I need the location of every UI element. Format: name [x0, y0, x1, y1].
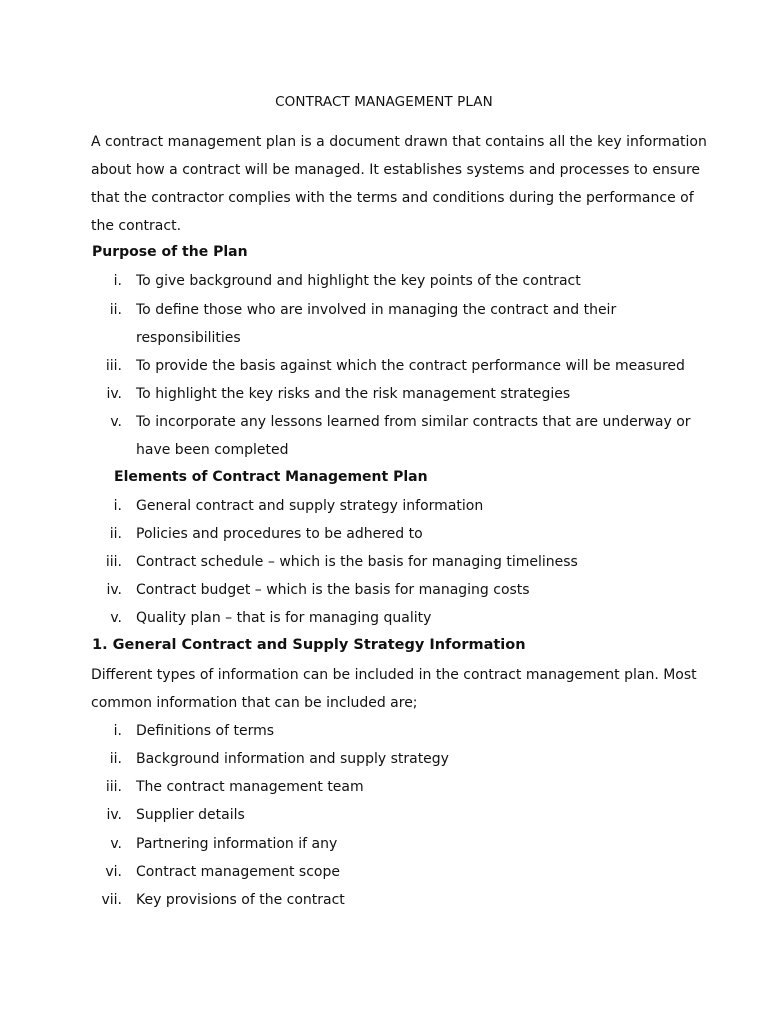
list-text-continuation: have been completed: [136, 442, 289, 458]
list-number: vii.: [101, 892, 122, 908]
list-number: v.: [110, 836, 122, 852]
list-text: Contract budget – which is the basis for managing costs: [136, 582, 530, 598]
list-text: General contract and supply strategy information: [136, 498, 484, 514]
list-text: Supplier details: [136, 807, 245, 823]
elements-heading: Elements of Contract Management Plan: [114, 469, 428, 485]
list-number: iv.: [106, 582, 122, 598]
list-number: i.: [113, 723, 122, 739]
list-text: Contract schedule – which is the basis for managing timeliness: [136, 554, 578, 570]
list-number: v.: [110, 610, 122, 626]
section-1-paragraph: [91, 661, 697, 717]
list-number: i.: [113, 498, 122, 514]
list-number: iii.: [105, 554, 122, 570]
list-text: Policies and procedures to be adhered to: [136, 526, 423, 542]
list-number: ii.: [109, 751, 122, 767]
intro-line: A contract management plan is a document drawn that contains all the key information: [91, 134, 707, 150]
list-number: iv.: [106, 807, 122, 823]
list-number: iii.: [105, 779, 122, 795]
purpose-heading: Purpose of the Plan: [92, 244, 248, 260]
list-text: Partnering information if any: [136, 836, 338, 852]
list-text: The contract management team: [136, 779, 364, 795]
list-text: To define those who are involved in managing the contract and their: [136, 302, 617, 318]
list-number: ii.: [109, 526, 122, 542]
intro-paragraph: [91, 128, 707, 240]
list-text: To incorporate any lessons learned from similar contracts that are underway or: [136, 414, 691, 430]
list-number: vi.: [105, 864, 122, 880]
list-text: To give background and highlight the key points of the contract: [136, 273, 581, 289]
intro-line: the contract.: [91, 218, 182, 234]
list-number: i.: [113, 273, 122, 289]
list-number: iii.: [105, 358, 122, 374]
list-text: Key provisions of the contract: [136, 892, 345, 908]
list-text: Contract management scope: [136, 864, 340, 880]
list-text-continuation: responsibilities: [136, 330, 241, 346]
list-text: To provide the basis against which the contract performance will be measured: [136, 358, 685, 374]
section-1-line: Different types of information can be included in the contract management plan. Most: [91, 667, 697, 683]
list-text: To highlight the key risks and the risk management strategies: [136, 386, 571, 402]
document-title: CONTRACT MANAGEMENT PLAN: [275, 94, 493, 110]
list-number: ii.: [109, 302, 122, 318]
list-text: Background information and supply strategy: [136, 751, 449, 767]
section-1-heading: 1. General Contract and Supply Strategy Information: [92, 637, 526, 653]
list-number: v.: [110, 414, 122, 430]
list-number: iv.: [106, 386, 122, 402]
intro-line: that the contractor complies with the terms and conditions during the performance of: [91, 190, 694, 206]
section-1-line: common information that can be included are;: [91, 695, 418, 711]
list-text: Quality plan – that is for managing quality: [136, 610, 432, 626]
list-text: Definitions of terms: [136, 723, 275, 739]
intro-line: about how a contract will be managed. It establishes systems and processes to ensure: [91, 162, 701, 178]
